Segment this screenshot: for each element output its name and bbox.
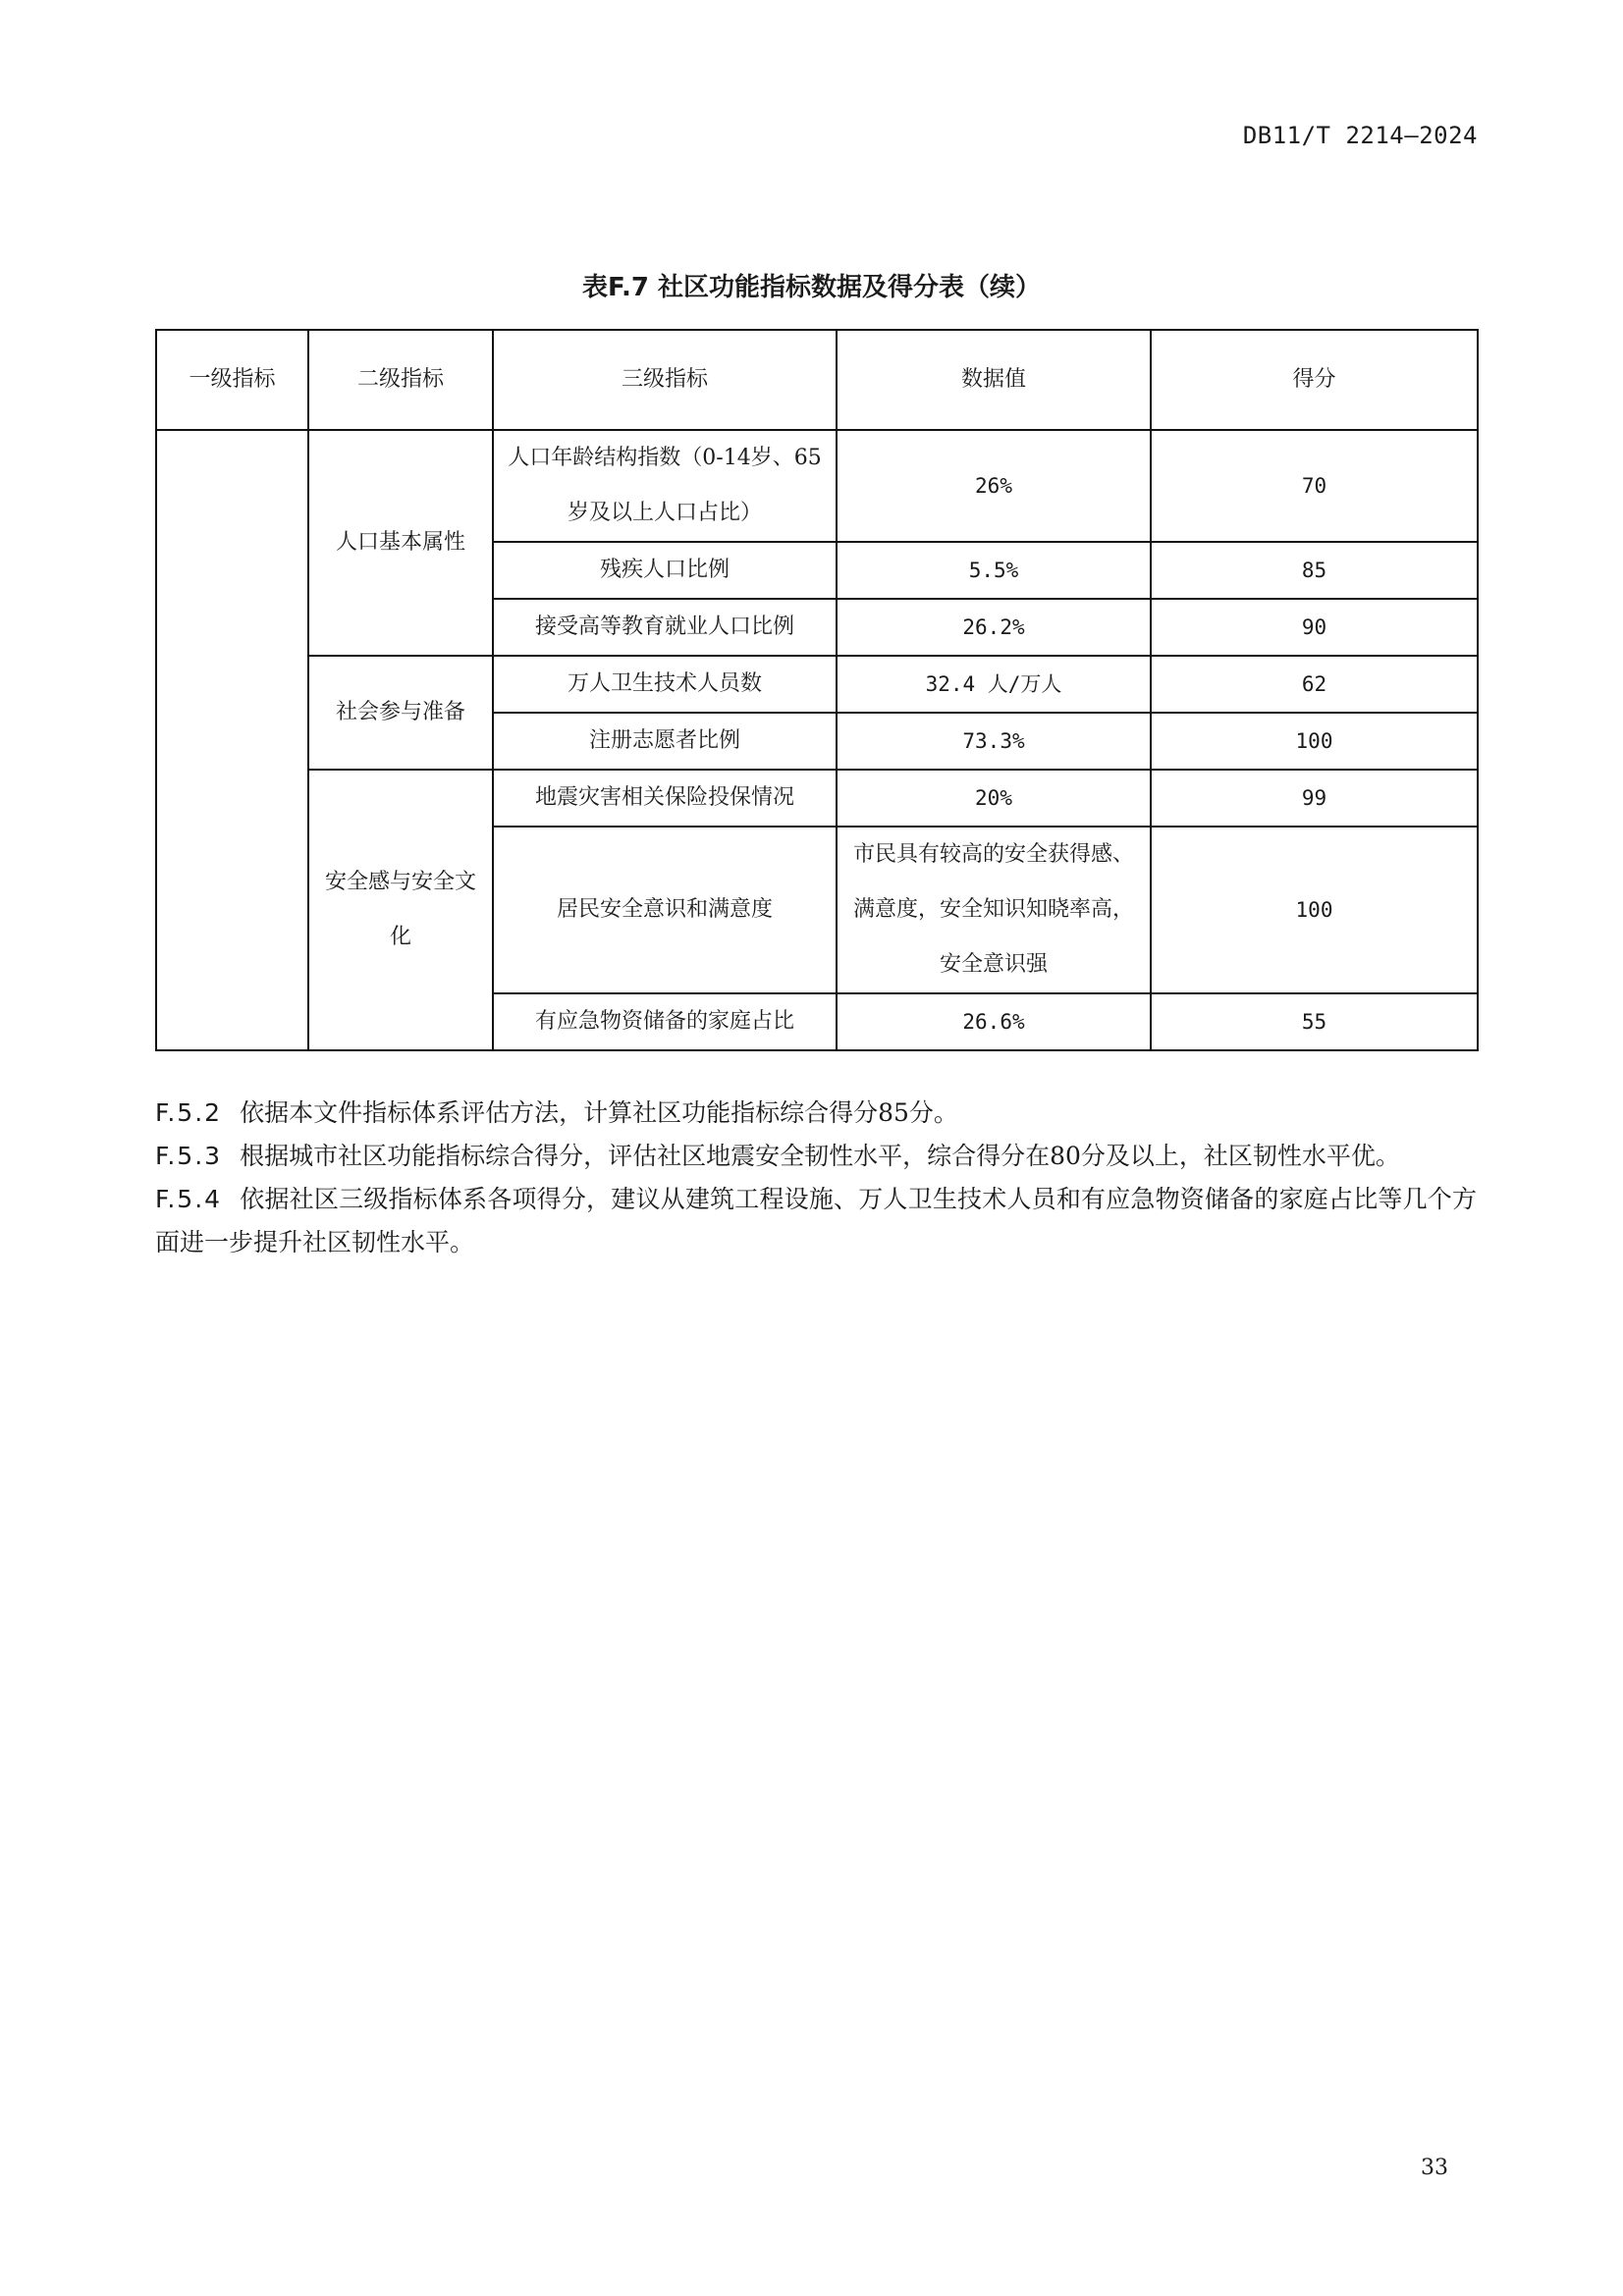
clause-text: 依据本文件指标体系评估方法，计算社区功能指标综合得分85分。 bbox=[240, 1098, 958, 1127]
level1-cell bbox=[156, 430, 308, 1050]
value-cell: 73.3% bbox=[837, 713, 1151, 770]
header-level3: 三级指标 bbox=[493, 330, 837, 430]
clause-section bbox=[155, 1092, 1477, 1264]
header-value: 数据值 bbox=[837, 330, 1151, 430]
header-level2: 二级指标 bbox=[308, 330, 493, 430]
clause-text: 依据社区三级指标体系各项得分，建议从建筑工程设施、万人卫生技术人员和有应急物资储备的家庭占比等几个方面进一步提升社区韧性水平。 bbox=[155, 1185, 1477, 1256]
table-row bbox=[156, 430, 1478, 542]
table-header-row bbox=[156, 330, 1478, 430]
value-cell: 5.5% bbox=[837, 542, 1151, 599]
indicator-cell: 接受高等教育就业人口比例 bbox=[493, 599, 837, 656]
value-cell: 20% bbox=[837, 770, 1151, 827]
value-cell: 32.4 人/万人 bbox=[837, 656, 1151, 713]
indicator-cell: 居民安全意识和满意度 bbox=[493, 827, 837, 993]
clause-number: F.5.3 bbox=[155, 1142, 223, 1170]
indicator-cell: 万人卫生技术人员数 bbox=[493, 656, 837, 713]
group-name-cell: 人口基本属性 bbox=[308, 430, 493, 656]
table-title: 表F.7 社区功能指标数据及得分表（续） bbox=[582, 273, 1041, 302]
group-name-cell: 安全感与安全文化 bbox=[308, 770, 493, 1050]
indicator-cell: 有应急物资储备的家庭占比 bbox=[493, 993, 837, 1050]
value-cell: 26.2% bbox=[837, 599, 1151, 656]
header-level1: 一级指标 bbox=[156, 330, 308, 430]
page-number: 33 bbox=[1421, 2156, 1448, 2180]
indicator-cell: 人口年龄结构指数（0-14岁、65岁及以上人口占比） bbox=[493, 430, 837, 542]
value-cell: 26.6% bbox=[837, 993, 1151, 1050]
clause-text: 根据城市社区功能指标综合得分，评估社区地震安全韧性水平，综合得分在80分及以上，社区韧性水平优。 bbox=[240, 1142, 1400, 1170]
clause-number: F.5.4 bbox=[155, 1185, 223, 1213]
score-cell: 100 bbox=[1151, 713, 1478, 770]
score-cell: 99 bbox=[1151, 770, 1478, 827]
clause-item bbox=[155, 1135, 1477, 1178]
indicator-table bbox=[155, 329, 1479, 1051]
value-cell: 市民具有较高的安全获得感、满意度，安全知识知晓率高，安全意识强 bbox=[837, 827, 1151, 993]
table-row bbox=[156, 656, 1478, 713]
indicator-cell: 注册志愿者比例 bbox=[493, 713, 837, 770]
indicator-cell: 残疾人口比例 bbox=[493, 542, 837, 599]
table-row bbox=[156, 770, 1478, 827]
score-cell: 90 bbox=[1151, 599, 1478, 656]
value-cell: 26% bbox=[837, 430, 1151, 542]
clause-number: F.5.2 bbox=[155, 1098, 223, 1127]
score-cell: 62 bbox=[1151, 656, 1478, 713]
clause-item bbox=[155, 1092, 1477, 1135]
document-code: DB11/T 2214—2024 bbox=[1242, 122, 1478, 149]
indicator-cell: 地震灾害相关保险投保情况 bbox=[493, 770, 837, 827]
clause-item bbox=[155, 1178, 1477, 1264]
score-cell: 85 bbox=[1151, 542, 1478, 599]
header-score: 得分 bbox=[1151, 330, 1478, 430]
score-cell: 70 bbox=[1151, 430, 1478, 542]
score-cell: 100 bbox=[1151, 827, 1478, 993]
group-name-cell: 社会参与准备 bbox=[308, 656, 493, 770]
score-cell: 55 bbox=[1151, 993, 1478, 1050]
